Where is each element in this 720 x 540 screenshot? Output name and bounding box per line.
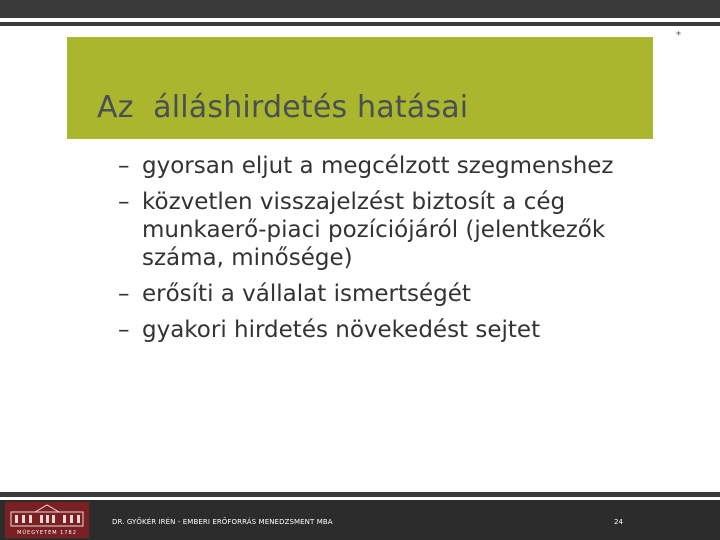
page-number: 24	[614, 518, 623, 526]
bullet-item	[118, 280, 678, 308]
bullet-dash: –	[118, 189, 130, 215]
university-logo	[5, 502, 89, 538]
bullet-dash: –	[118, 281, 130, 307]
footer	[0, 500, 720, 540]
building-icon	[5, 502, 89, 530]
footer-credit: DR. GYŐKÉR IRÉN - EMBERI ERŐFORRÁS MENEDZSMENT MBA	[112, 518, 333, 526]
bullet-text: közvetlen visszajelzést biztosít a cég munkaerő-piaci pozíciójáról (jelentkezők száma, minősége)	[142, 189, 606, 271]
logo-caption: MŰEGYETEM 1782	[17, 530, 77, 536]
bullet-item	[118, 316, 678, 344]
bullet-text: erősíti a vállalat ismertségét	[142, 281, 471, 307]
bullet-text: gyakori hirdetés növekedést sejtet	[142, 317, 541, 343]
bullet-dash: –	[118, 317, 130, 343]
bullet-text: gyorsan eljut a megcélzott szegmenshez	[142, 153, 614, 179]
slide-title: Az álláshirdetés hatásai	[97, 90, 469, 125]
bullet-item	[118, 152, 678, 180]
bullet-item	[118, 188, 678, 272]
top-divider-dark	[0, 22, 720, 26]
bullet-dash: –	[118, 153, 130, 179]
corner-mark: *	[676, 30, 681, 41]
top-dark-bar	[0, 0, 720, 18]
bullet-list	[118, 152, 678, 352]
